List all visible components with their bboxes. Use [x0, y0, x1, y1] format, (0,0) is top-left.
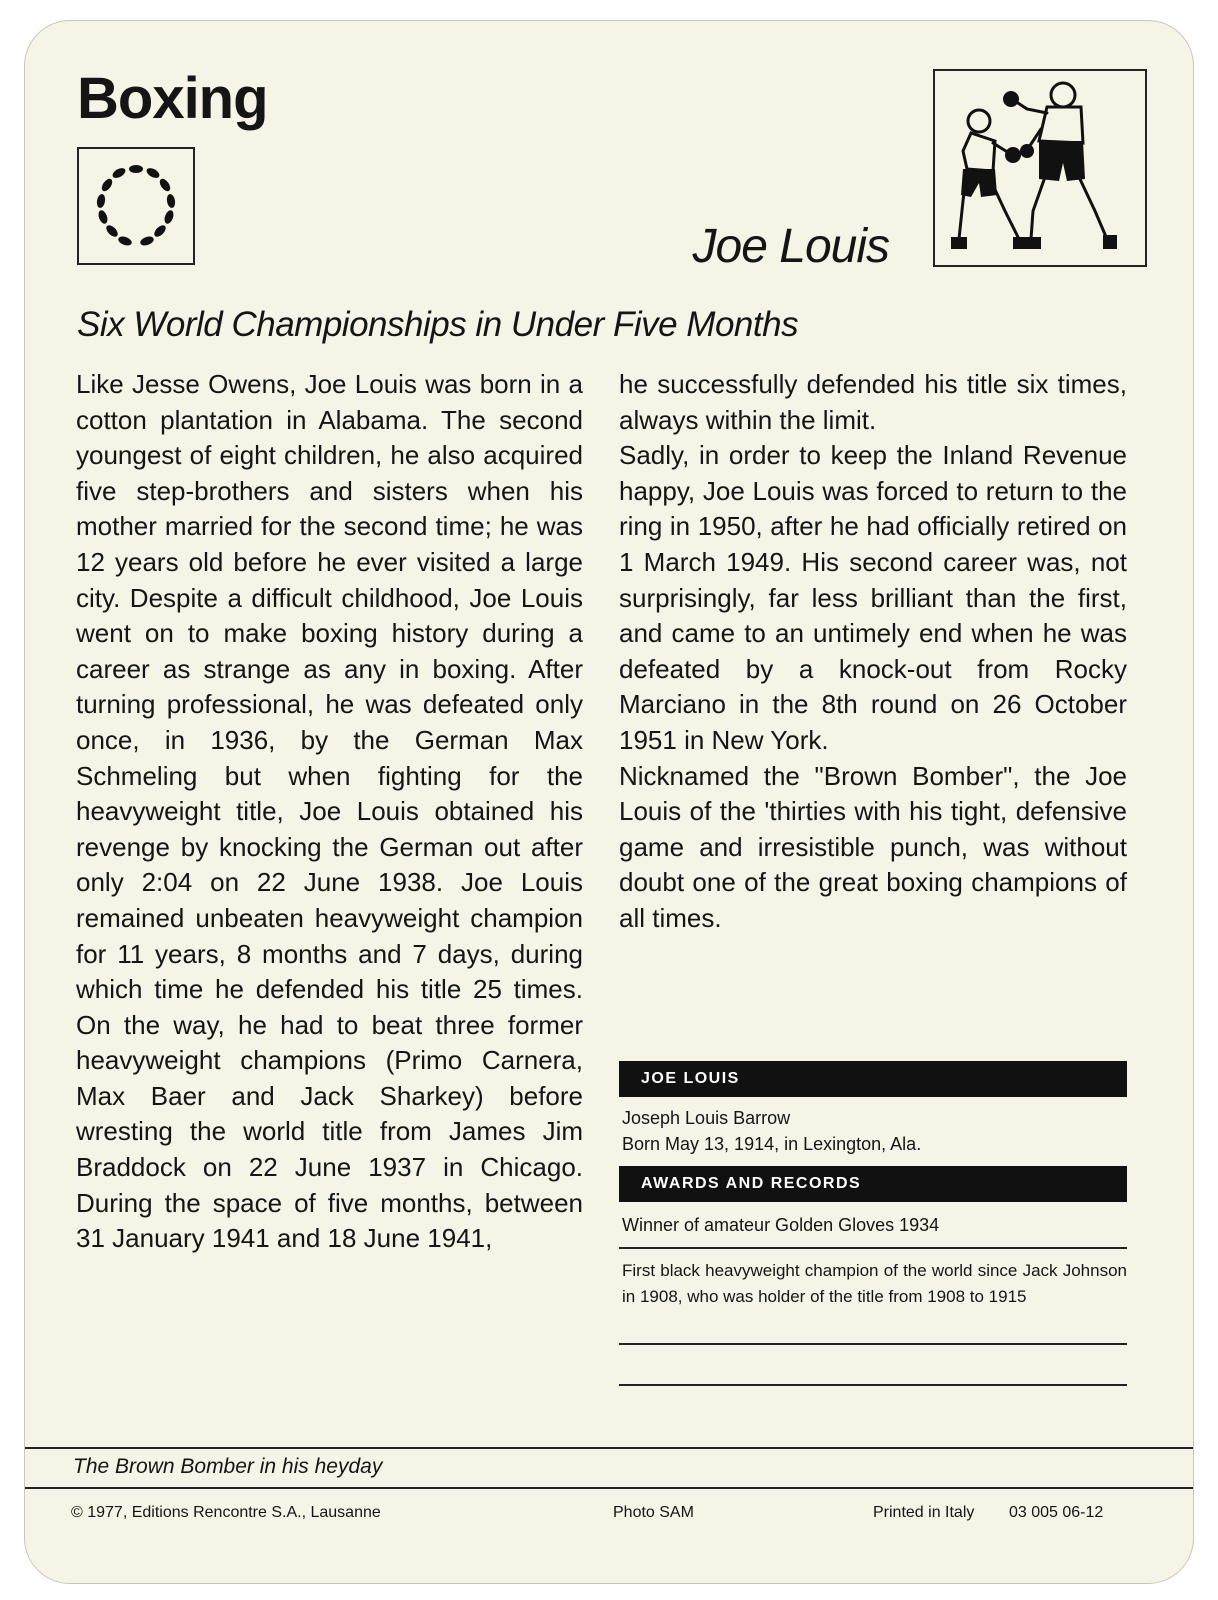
body-left-column: [76, 367, 583, 1257]
body-paragraph: Like Jesse Owens, Joe Louis was born in a cotton plantation in Alabama. The second youngest of eight children, he also acquired five step-brothers and sisters when his mother married for the second time; he was 12 years old before he ever visited a large city. Despite a difficult childhood, Joe Louis went on to make boxing history during a career as strange as any in boxing. After turning professional, he was defeated only once, in 1936, by the German Max Schmeling but when fighting for the heavyweight title, Joe Louis obtained his revenge by knocking the German out after only 2:04 on 22 June 1938. Joe Louis remained unbeaten heavyweight champion for 11 years, 8 months and 7 days, during which time he defended his title 25 times. On the way, he had to beat three former heavyweight champions (Primo Carnera, Max Baer and Jack Sharkey) before wresting the world title from James Jim Braddock on 22 June 1937 in Chicago. During the space of five months, between 31 January 1941 and 18 June 1941,: [76, 369, 583, 1254]
caption-bottom-rule: [25, 1487, 1193, 1489]
body-paragraph: Sadly, in order to keep the Inland Revenue happy, Joe Louis was forced to return to the ring in 1950, after he had officially retired on 1 March 1949. His second career was, not surprisingly, far less brilliant than the first, and came to an untimely end when he was defeated by a knock-out from Rocky Marciano in the 8th round on 26 October 1951 in New York.: [619, 440, 1127, 755]
award-item: First black heavyweight champion of the world since Jack Johnson in 1908, who was holder of the title from 1908 to 1915: [622, 1261, 1127, 1306]
caption-top-rule: [25, 1447, 1193, 1449]
facts-name-heading: JOE LOUIS: [619, 1061, 1127, 1097]
award-item: Winner of amateur Golden Gloves 1934: [622, 1215, 940, 1235]
divider: [619, 1384, 1127, 1386]
body-paragraph: he successfully defended his title six times, always within the limit.: [619, 369, 1127, 435]
birth-info: Born May 13, 1914, in Lexington, Ala.: [622, 1134, 922, 1154]
awards-heading: AWARDS AND RECORDS: [619, 1166, 1127, 1202]
card-subtitle: Six World Championships in Under Five Months: [77, 305, 799, 344]
card-code: 03 005 06-12: [1009, 1504, 1104, 1521]
boxers-illustration: [933, 69, 1147, 267]
divider: [619, 1247, 1127, 1249]
body-right-column: [619, 367, 1127, 937]
athlete-name: Joe Louis: [692, 220, 889, 273]
photo-credit: Photo SAM: [613, 1504, 694, 1521]
photo-caption: The Brown Bomber in his heyday: [73, 1455, 383, 1478]
printed-in: Printed in Italy: [873, 1504, 975, 1521]
divider: [619, 1343, 1127, 1345]
sport-title: Boxing: [77, 66, 268, 131]
body-paragraph: Nicknamed the "Brown Bomber", the Joe Louis of the 'thirties with his tight, defensive game and irresistible punch, was without doubt one of the great boxing champions of all times.: [619, 760, 1127, 933]
sport-card: [24, 20, 1194, 1584]
laurel-wreath-icon: [77, 147, 195, 265]
copyright: © 1977, Editions Rencontre S.A., Lausanne: [71, 1504, 381, 1521]
full-name: Joseph Louis Barrow: [622, 1108, 791, 1128]
